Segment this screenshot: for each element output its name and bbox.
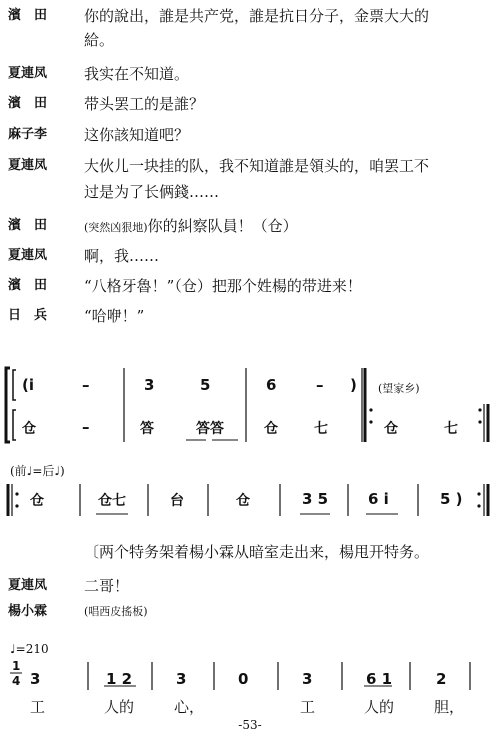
dialogue-line — [0, 92, 500, 116]
dialogue-line — [0, 62, 500, 86]
score-barlines — [0, 480, 500, 520]
speaker-name: 日 兵 — [8, 308, 48, 323]
percussion-cell: 仓七 — [98, 493, 126, 509]
dialogue-line — [0, 154, 500, 178]
speaker-name: 夏連凤 — [8, 248, 48, 263]
score-note: ) — [350, 376, 357, 394]
score-note: – — [316, 376, 324, 394]
percussion-cell: 答 — [140, 421, 154, 437]
speech-text: “八格牙魯！”（仓）把那个姓楊的带进来！ — [84, 277, 362, 295]
lyric: 工 — [300, 698, 316, 716]
score-annotation: (望家乡) — [378, 382, 420, 395]
score-note: 5 ) — [440, 490, 463, 508]
percussion-cell: 仓 — [236, 493, 250, 509]
percussion-cell: 仓 — [384, 421, 398, 437]
stage-direction: 〔两个特务架着楊小霖从暗室走出来，楊甩开特务。 — [84, 543, 430, 561]
dialogue-line — [0, 274, 500, 298]
score-barlines — [0, 656, 500, 696]
percussion-cell: 七 — [444, 421, 458, 437]
score-note: 6 i — [368, 490, 389, 508]
speech-text: 这你該知道吧？ — [84, 126, 190, 144]
speech-text: 我实在不知道。 — [84, 65, 190, 83]
dialogue-line — [0, 574, 500, 598]
score-note: 5 — [200, 376, 211, 394]
score-note: 0 — [238, 670, 249, 688]
dialogue-line — [0, 123, 500, 147]
percussion-cell: 台 — [170, 493, 184, 509]
score-note: 3 — [302, 670, 313, 688]
score-note: 6 — [266, 376, 277, 394]
score-note: 6 1 — [366, 670, 393, 688]
lyric: 心， — [174, 698, 205, 716]
percussion-cell: 仓 — [22, 421, 36, 437]
speaker-name: 濱 田 — [8, 278, 48, 293]
lyric: 胆， — [434, 698, 465, 716]
speaker-name: 夏連凤 — [8, 158, 48, 173]
dialogue-line — [0, 4, 500, 28]
score-note: – — [82, 376, 90, 394]
dialogue-line — [0, 180, 500, 204]
speech-text: 二哥！ — [84, 577, 130, 595]
score-note: 3 — [144, 376, 155, 394]
speaker-name: 麻子李 — [8, 127, 48, 142]
speaker-name: 楊小霖 — [8, 604, 48, 619]
percussion-cell: – — [82, 418, 90, 436]
tempo-note: (前♩=后♩) — [10, 464, 65, 478]
lyric: 工 — [30, 698, 46, 716]
percussion-cell: 仓 — [264, 421, 278, 437]
dialogue-line — [0, 304, 500, 328]
score-brackets — [0, 360, 500, 450]
percussion-cell: 仓 — [30, 493, 44, 509]
tempo-marking: ♩=210 — [10, 642, 49, 656]
page-number: -53- — [238, 718, 262, 732]
percussion-cell: 答答 — [196, 421, 224, 437]
score-note: (i — [22, 376, 34, 394]
speaker-name: 濱 田 — [8, 8, 48, 23]
speaker-name: 夏連凤 — [8, 66, 48, 81]
speech-text: 过是为了长俩錢…… — [84, 183, 220, 201]
speech-text: 带头罢工的是誰？ — [84, 95, 205, 113]
dialogue-line — [0, 214, 500, 238]
score-note: 1 2 — [106, 670, 133, 688]
speaker-name: 濱 田 — [8, 96, 48, 111]
dialogue-line — [0, 244, 500, 268]
time-signature-bottom: 4 — [12, 674, 21, 688]
speech-text: 你的說出，誰是共产党，誰是抗日分子，金票大大的 — [84, 7, 430, 25]
dialogue-line — [0, 28, 500, 52]
speaker-name: 夏連凤 — [8, 578, 48, 593]
speech-text — [84, 214, 494, 240]
score-note: 3 5 — [302, 490, 329, 508]
score-note: 3 — [30, 670, 41, 688]
lyric: 人的 — [364, 698, 395, 716]
speaker-name: 濱 田 — [8, 218, 48, 233]
score-note: 3 — [176, 670, 187, 688]
speech-text: 給。 — [84, 31, 115, 49]
speech-text: 大伙儿一块挂的队，我不知道誰是領头的，咱罢工不 — [84, 157, 430, 175]
time-signature-top: 1 — [12, 659, 21, 673]
stage-direction-line — [0, 540, 500, 564]
speech-text: “哈咿！” — [84, 307, 145, 325]
speech-main: 你的糾察队員！（仓） — [147, 217, 298, 235]
speech-text: 啊，我…… — [84, 247, 160, 265]
dialogue-line — [0, 600, 500, 624]
singing-direction: (唱西皮搖板) — [84, 605, 148, 618]
stage-note: (突然凶狠地) — [84, 221, 148, 234]
percussion-cell: 七 — [314, 421, 328, 437]
score-note: 2 — [436, 670, 447, 688]
lyric: 人的 — [104, 698, 135, 716]
